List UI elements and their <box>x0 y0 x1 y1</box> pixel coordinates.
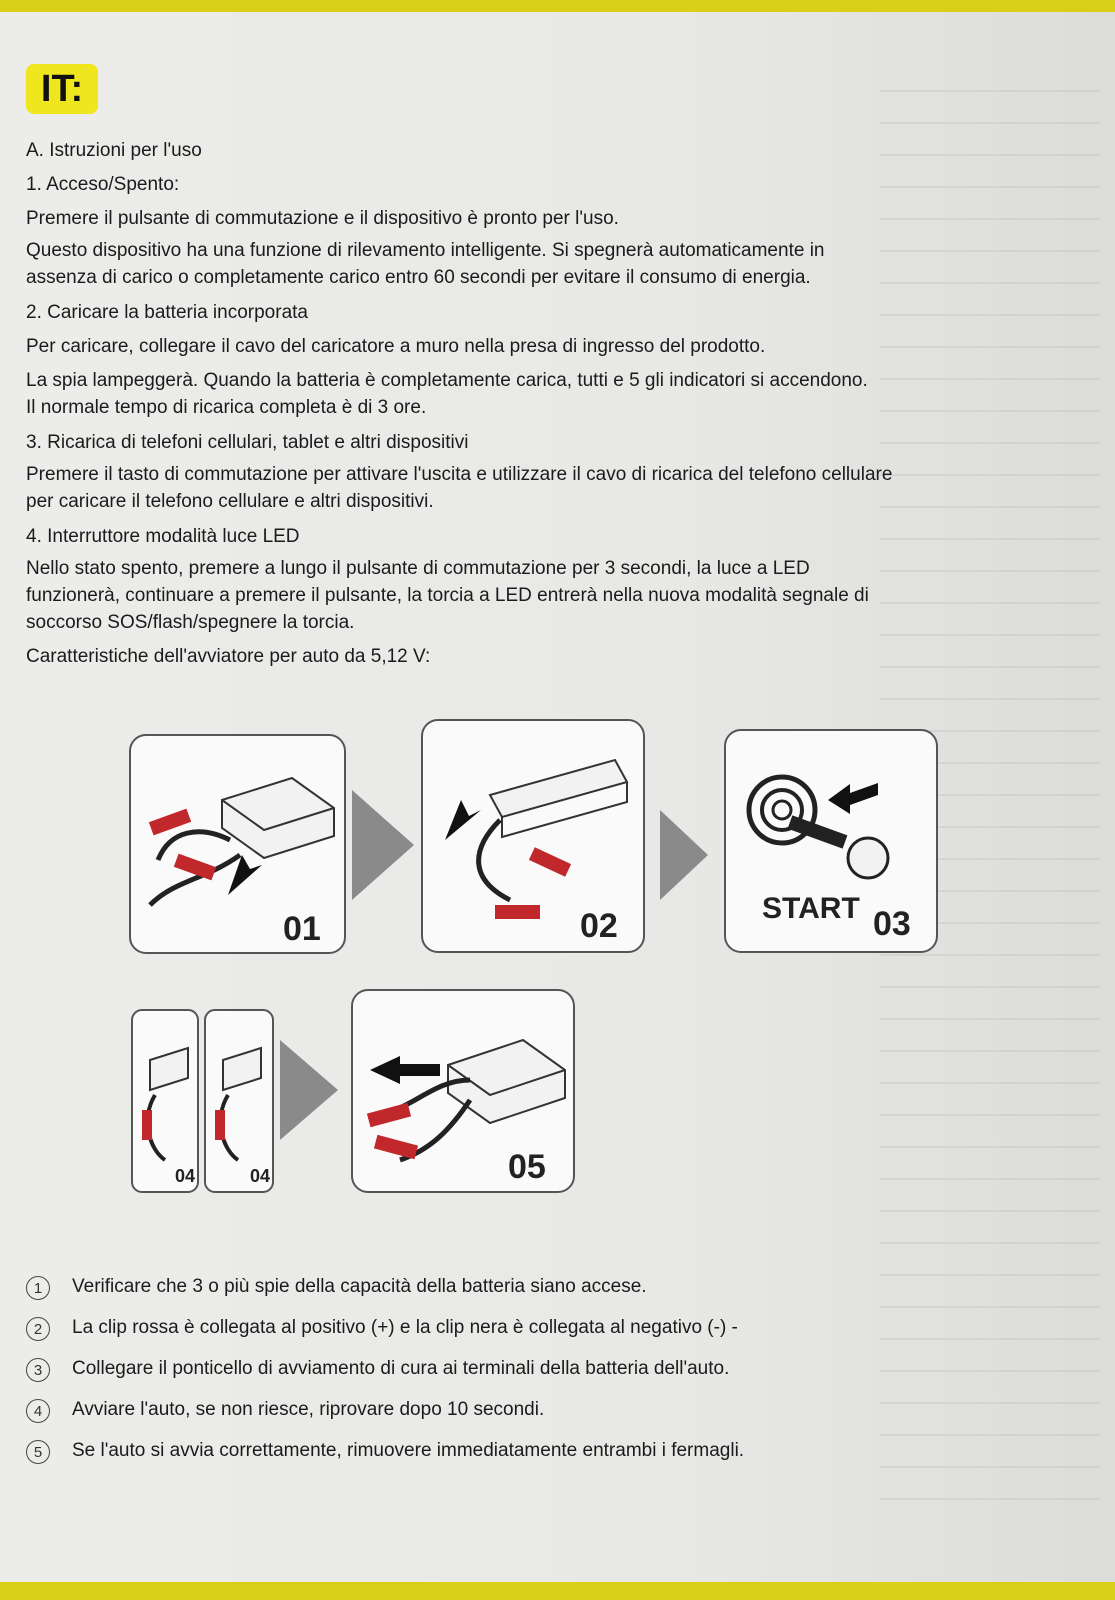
section-4-title: 4. Interruttore modalità luce LED <box>26 526 300 547</box>
red-clip-icon <box>495 905 540 919</box>
chevron-right-icon <box>352 790 414 900</box>
section-3-text-a: Premere il tasto di commutazione per attivare l'uscita e utilizzare il cavo di ricarica del telefono cellulare <box>26 464 893 485</box>
section-3-title: 3. Ricarica di telefoni cellulari, tablet e altri dispositivi <box>26 432 469 453</box>
step-3-number: 3 <box>26 1358 50 1382</box>
step-1-text: Verificare che 3 o più spie della capacità della batteria siano accese. <box>72 1276 647 1297</box>
step-4-text: Avviare l'auto, se non riesce, riprovare dopo 10 secondi. <box>72 1399 545 1420</box>
step-5-text: Se l'auto si avvia correttamente, rimuovere immediatamente entrambi i fermagli. <box>72 1440 745 1461</box>
section-4-text-c: soccorso SOS/flash/spegnere la torcia. <box>26 612 355 633</box>
red-clip-icon <box>142 1110 152 1140</box>
section-1-text-2a: Questo dispositivo ha una funzione di rilevamento intelligente. Si spegnerà automaticamente in <box>26 240 825 261</box>
step-4-number: 4 <box>26 1399 50 1423</box>
step-2-text: La clip rossa è collegata al positivo (+) e la clip nera è collegata al negativo (-) - <box>72 1317 738 1338</box>
section-3-text-b: per caricare il telefono cellulare e altri dispositivi. <box>26 491 434 512</box>
section-1-text-2b: assenza di carico o completamente carico entro 60 secondi per evitare il consumo di energia. <box>26 267 811 288</box>
red-clip-icon <box>215 1110 225 1140</box>
step-1-number: 1 <box>26 1276 50 1300</box>
panel-01 <box>130 735 345 953</box>
section-2-text-2b: Il normale tempo di ricarica completa è di 3 ore. <box>26 397 427 418</box>
chevron-right-icon <box>660 810 708 900</box>
panel-04a-label: 04 <box>175 1166 196 1186</box>
panel-04b-label: 04 <box>250 1166 271 1186</box>
step-5-number: 5 <box>26 1440 50 1464</box>
panel-01-label: 01 <box>283 910 321 948</box>
language-badge: IT: <box>26 64 98 114</box>
panel-02 <box>422 720 644 952</box>
panel-05 <box>352 990 574 1192</box>
step-2-number: 2 <box>26 1317 50 1341</box>
section-2-text-2a: La spia lampeggerà. Quando la batteria è completamente carica, tutti e 5 gli indicatori si accendono. <box>26 370 868 391</box>
panel-04b <box>205 1010 273 1192</box>
panel-03-label: 03 <box>873 905 911 943</box>
section-4-text-a: Nello stato spento, premere a lungo il pulsante di commutazione per 3 secondi, la luce a LED <box>26 558 810 579</box>
section-2-title: 2. Caricare la batteria incorporata <box>26 302 308 323</box>
panel-05-label: 05 <box>508 1148 546 1186</box>
section-2-text: Per caricare, collegare il cavo del caricatore a muro nella presa di ingresso del prodotto. <box>26 336 766 357</box>
step-3-text: Collegare il ponticello di avviamento di cura ai terminali della batteria dell'auto. <box>72 1358 730 1379</box>
section-a-title: A. Istruzioni per l'uso <box>26 140 202 161</box>
panel-04a <box>132 1010 198 1192</box>
section-4-text-b: funzionerà, continuare a premere il pulsante, la torcia a LED entrerà nella nuova modalità segnale di <box>26 585 869 606</box>
features-heading: Caratteristiche dell'avviatore per auto da 5,12 V: <box>26 646 431 667</box>
section-1-text: Premere il pulsante di commutazione e il dispositivo è pronto per l'uso. <box>26 208 619 229</box>
panel-03 <box>725 730 937 952</box>
start-label: START <box>762 892 860 925</box>
panel-02-label: 02 <box>580 907 618 945</box>
section-1-title: 1. Acceso/Spento: <box>26 174 180 195</box>
chevron-right-icon <box>280 1040 338 1140</box>
